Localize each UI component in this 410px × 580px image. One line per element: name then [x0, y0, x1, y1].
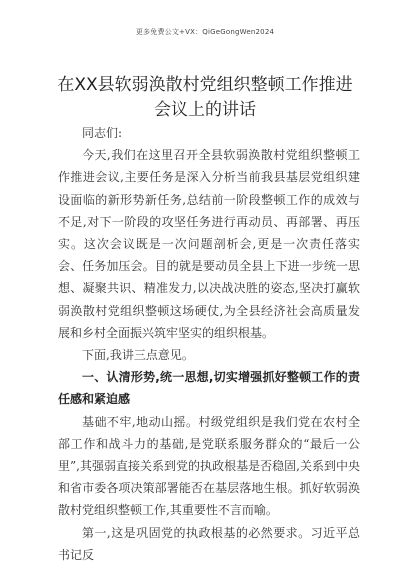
document-body: [58, 122, 360, 566]
section-heading-1: 一、认清形势,统一思想,切实增强抓好整顿工作的责任感和紧迫感: [58, 370, 360, 407]
body-paragraph-2: 下面,我讲三点意见。: [82, 348, 194, 363]
header-note: 更多免费公文+VX：QiGeGongWen2024: [135, 28, 275, 36]
document-title: 在XX县软弱涣散村党组织整顿工作推进会议上的讲话: [57, 75, 353, 120]
body-paragraph-3: 基础不牢,地动山摇。村级党组织是我们党在农村全部工作和战斗力的基础,是党联系服务群众的“最后一公里”,其强弱直接关系到党的执政根基是否稳固,关系到中央和省市委各项决策部署能否在基层落地生根。抓好软弱涣散村党组织整顿工作,其重要性不言而喻。: [58, 414, 360, 518]
greeting-paragraph: 同志们:: [82, 126, 123, 140]
body-paragraph-4: 第一,这是巩固党的执政根基的必然要求。习近平总书记反: [58, 525, 360, 562]
body-paragraph-1: 今天,我们在这里召开全县软弱涣散村党组织整顿工作推进会议,主要任务是深入分析当前我县基层党组织建设面临的新形势新任务,总结前一阶段整顿工作的成效与不足,对下一阶段的攻坚任务进行再动员、再部署、再压实。这次会议既是一次问题剖析会,更是一次责任落实会、任务加压会。目的就是要动员全县上下进一步统一思想、凝聚共识、精准发力,以决战决胜的姿态,坚决打赢软弱涣散村党组织整顿这场硬仗,为全县经济社会高质量发展和乡村全面振兴筑牢坚实的组织根基。: [58, 148, 360, 340]
